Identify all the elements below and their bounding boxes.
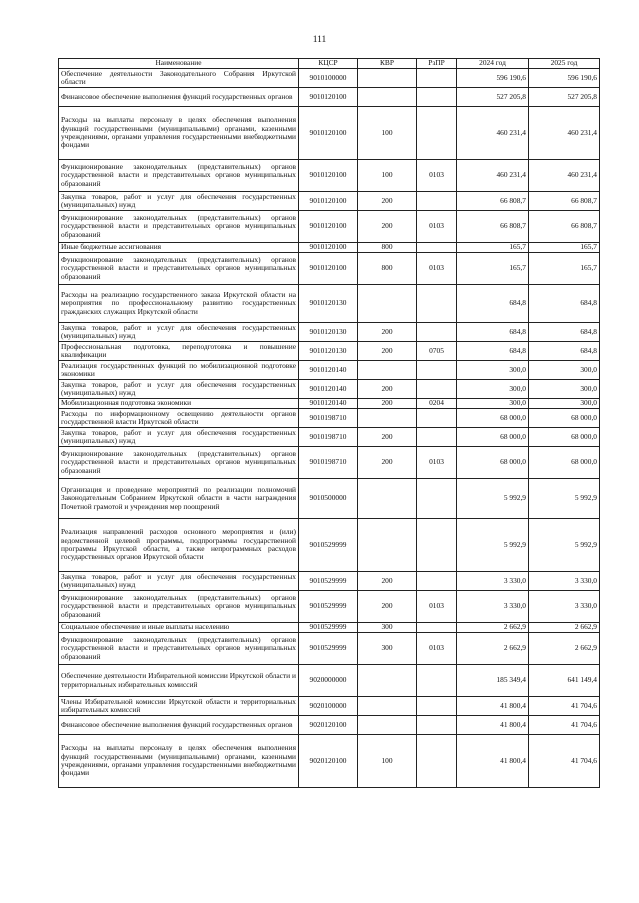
row-amount-2024: 68 000,0 xyxy=(457,428,529,447)
row-amount-2024: 3 330,0 xyxy=(457,591,529,623)
row-rzpr xyxy=(417,716,457,735)
table-row xyxy=(59,409,600,428)
row-amount-2025: 300,0 xyxy=(529,380,600,399)
row-amount-2025: 460 231,4 xyxy=(529,160,600,192)
row-rzpr xyxy=(417,479,457,519)
row-kcsr: 9010529999 xyxy=(299,519,358,572)
row-amount-2024: 684,8 xyxy=(457,342,529,361)
row-kvr: 200 xyxy=(358,342,417,361)
table-row xyxy=(59,243,600,253)
row-amount-2024: 2 662,9 xyxy=(457,633,529,665)
table-row xyxy=(59,342,600,361)
row-kcsr: 9010198710 xyxy=(299,409,358,428)
row-rzpr xyxy=(417,519,457,572)
row-name: Расходы на выплаты персоналу в целях обеспечения выполнения функций государственными (муниципальными) органами, казенными учреждениями, органами управления государственными внебюджетными фондами xyxy=(59,107,299,160)
row-name: Организация и проведение мероприятий по реализации полномочий Законодательным Собранием Иркутской области в части награждения Почетной грамотой и учреждения мер поощрений xyxy=(59,479,299,519)
row-name: Финансовое обеспечение выполнения функций государственных органов xyxy=(59,716,299,735)
row-rzpr: 0103 xyxy=(417,160,457,192)
row-amount-2024: 2 662,9 xyxy=(457,623,529,633)
table-body xyxy=(59,69,600,788)
row-kcsr: 9010529999 xyxy=(299,572,358,591)
table-row xyxy=(59,107,600,160)
row-amount-2024: 300,0 xyxy=(457,399,529,409)
row-kvr: 800 xyxy=(358,243,417,253)
row-rzpr xyxy=(417,409,457,428)
row-kvr xyxy=(358,519,417,572)
row-kcsr: 9010120100 xyxy=(299,88,358,107)
table-row xyxy=(59,572,600,591)
row-kcsr: 9010120130 xyxy=(299,323,358,342)
table-row xyxy=(59,192,600,211)
row-rzpr xyxy=(417,428,457,447)
column-header-2024: 2024 год xyxy=(457,59,529,69)
row-kvr: 200 xyxy=(358,380,417,399)
row-rzpr xyxy=(417,323,457,342)
row-kcsr: 9020100000 xyxy=(299,697,358,716)
row-name: Мобилизационная подготовка экономики xyxy=(59,399,299,409)
row-rzpr xyxy=(417,735,457,788)
row-name: Профессиональная подготовка, переподготовка и повышение квалификации xyxy=(59,342,299,361)
row-kcsr: 9020120100 xyxy=(299,735,358,788)
row-name: Функционирование законодательных (представительных) органов государственной власти и представительных органов муниципальных образований xyxy=(59,591,299,623)
table-row xyxy=(59,253,600,285)
row-rzpr xyxy=(417,285,457,323)
budget-table xyxy=(58,58,600,788)
row-amount-2025: 596 190,6 xyxy=(529,69,600,88)
row-amount-2025: 3 330,0 xyxy=(529,572,600,591)
row-name: Расходы на выплаты персоналу в целях обеспечения выполнения функций государственными (муниципальными) органами, казенными учреждениями, органами управления государственными внебюджетными фондами xyxy=(59,735,299,788)
row-amount-2024: 300,0 xyxy=(457,380,529,399)
row-kvr: 200 xyxy=(358,572,417,591)
row-name: Члены Избирательной комиссии Иркутской области и территориальных избирательных комиссий xyxy=(59,697,299,716)
row-rzpr xyxy=(417,192,457,211)
row-kcsr: 9010120100 xyxy=(299,192,358,211)
row-name: Функционирование законодательных (представительных) органов государственной власти и представительных органов муниципальных образований xyxy=(59,160,299,192)
row-rzpr: 0103 xyxy=(417,253,457,285)
row-rzpr xyxy=(417,572,457,591)
table-row xyxy=(59,361,600,380)
row-amount-2024: 5 992,9 xyxy=(457,479,529,519)
row-kcsr: 9010529999 xyxy=(299,623,358,633)
table-row xyxy=(59,623,600,633)
row-amount-2025: 41 704,6 xyxy=(529,697,600,716)
row-kvr: 200 xyxy=(358,323,417,342)
row-name: Иные бюджетные ассигнования xyxy=(59,243,299,253)
row-kvr: 800 xyxy=(358,253,417,285)
row-amount-2025: 3 330,0 xyxy=(529,591,600,623)
row-amount-2025: 2 662,9 xyxy=(529,623,600,633)
row-kcsr: 9010529999 xyxy=(299,633,358,665)
row-rzpr xyxy=(417,623,457,633)
row-amount-2025: 684,8 xyxy=(529,323,600,342)
row-name: Функционирование законодательных (представительных) органов государственной власти и представительных органов муниципальных образований xyxy=(59,633,299,665)
row-kvr: 200 xyxy=(358,447,417,479)
column-header-kcsr: КЦСР xyxy=(299,59,358,69)
row-kcsr: 9010198710 xyxy=(299,447,358,479)
row-rzpr: 0204 xyxy=(417,399,457,409)
row-amount-2024: 684,8 xyxy=(457,285,529,323)
row-kvr xyxy=(358,285,417,323)
row-kvr: 100 xyxy=(358,107,417,160)
row-amount-2024: 527 205,8 xyxy=(457,88,529,107)
table-row xyxy=(59,399,600,409)
table-row xyxy=(59,323,600,342)
row-rzpr: 0103 xyxy=(417,447,457,479)
table-row xyxy=(59,380,600,399)
row-amount-2024: 300,0 xyxy=(457,361,529,380)
row-amount-2025: 66 808,7 xyxy=(529,192,600,211)
row-kcsr: 9010198710 xyxy=(299,428,358,447)
row-kvr xyxy=(358,409,417,428)
row-kcsr: 9020120100 xyxy=(299,716,358,735)
column-header-name: Наименование xyxy=(59,59,299,69)
table-row xyxy=(59,697,600,716)
row-kvr xyxy=(358,88,417,107)
row-kcsr: 9020000000 xyxy=(299,665,358,697)
row-amount-2024: 68 000,0 xyxy=(457,409,529,428)
row-name: Функционирование законодательных (представительных) органов государственной власти и представительных органов муниципальных образований xyxy=(59,211,299,243)
row-name: Закупка товаров, работ и услуг для обеспечения государственных (муниципальных) нужд xyxy=(59,323,299,342)
row-name: Функционирование законодательных (представительных) органов государственной власти и представительных органов муниципальных образований xyxy=(59,447,299,479)
row-amount-2025: 684,8 xyxy=(529,342,600,361)
table-row xyxy=(59,69,600,88)
row-kvr xyxy=(358,69,417,88)
row-amount-2025: 641 149,4 xyxy=(529,665,600,697)
row-rzpr xyxy=(417,380,457,399)
row-rzpr xyxy=(417,697,457,716)
row-amount-2025: 165,7 xyxy=(529,253,600,285)
row-rzpr xyxy=(417,88,457,107)
row-name: Обеспечение деятельности Избирательной комиссии Иркутской области и территориальных избирательных комиссий xyxy=(59,665,299,697)
row-amount-2024: 460 231,4 xyxy=(457,160,529,192)
row-amount-2024: 41 800,4 xyxy=(457,735,529,788)
row-kvr: 200 xyxy=(358,399,417,409)
row-rzpr xyxy=(417,665,457,697)
row-name: Финансовое обеспечение выполнения функций государственных органов xyxy=(59,88,299,107)
row-name: Расходы на реализацию государственного заказа Иркутской области на мероприятия по профессиональному развитию государственных гражданских служащих Иркутской области xyxy=(59,285,299,323)
table-header-row xyxy=(59,59,600,69)
row-amount-2024: 165,7 xyxy=(457,243,529,253)
row-rzpr: 0103 xyxy=(417,211,457,243)
row-amount-2025: 300,0 xyxy=(529,361,600,380)
column-header-rzpr: РзПР xyxy=(417,59,457,69)
row-kcsr: 9010120130 xyxy=(299,342,358,361)
row-name: Функционирование законодательных (представительных) органов государственной власти и представительных органов муниципальных образований xyxy=(59,253,299,285)
table-row xyxy=(59,479,600,519)
row-amount-2024: 66 808,7 xyxy=(457,211,529,243)
row-amount-2025: 68 000,0 xyxy=(529,409,600,428)
row-kvr: 300 xyxy=(358,623,417,633)
row-name: Закупка товаров, работ и услуг для обеспечения государственных (муниципальных) нужд xyxy=(59,380,299,399)
row-amount-2025: 5 992,9 xyxy=(529,479,600,519)
row-kvr xyxy=(358,697,417,716)
row-kvr xyxy=(358,665,417,697)
row-kvr: 300 xyxy=(358,633,417,665)
row-name: Реализация направлений расходов основного мероприятия и (или) ведомственной целевой программы, подпрограммы государственной программы Иркутской области, а также непрограммных расходов государственных органов Иркутской области xyxy=(59,519,299,572)
row-kcsr: 9010120130 xyxy=(299,285,358,323)
row-amount-2024: 41 800,4 xyxy=(457,716,529,735)
row-kcsr: 9010100000 xyxy=(299,69,358,88)
table-row xyxy=(59,285,600,323)
row-amount-2024: 596 190,6 xyxy=(457,69,529,88)
row-kcsr: 9010120100 xyxy=(299,160,358,192)
table-row xyxy=(59,447,600,479)
row-amount-2025: 5 992,9 xyxy=(529,519,600,572)
row-kvr: 100 xyxy=(358,735,417,788)
row-amount-2025: 68 000,0 xyxy=(529,447,600,479)
row-amount-2025: 300,0 xyxy=(529,399,600,409)
row-kvr xyxy=(358,479,417,519)
row-name: Закупка товаров, работ и услуг для обеспечения государственных (муниципальных) нужд xyxy=(59,192,299,211)
row-kcsr: 9010120100 xyxy=(299,107,358,160)
table-row xyxy=(59,665,600,697)
table-row xyxy=(59,428,600,447)
row-kcsr: 9010120100 xyxy=(299,243,358,253)
row-kcsr: 9010500000 xyxy=(299,479,358,519)
page-number: 111 xyxy=(312,35,327,45)
row-amount-2024: 185 349,4 xyxy=(457,665,529,697)
table-row xyxy=(59,633,600,665)
row-kvr: 200 xyxy=(358,591,417,623)
row-kcsr: 9010120140 xyxy=(299,399,358,409)
row-rzpr: 0103 xyxy=(417,633,457,665)
row-rzpr xyxy=(417,243,457,253)
table-row xyxy=(59,211,600,243)
row-amount-2025: 68 000,0 xyxy=(529,428,600,447)
table-row xyxy=(59,88,600,107)
row-name: Реализация государственных функций по мобилизационной подготовке экономики xyxy=(59,361,299,380)
row-amount-2025: 684,8 xyxy=(529,285,600,323)
row-amount-2025: 2 662,9 xyxy=(529,633,600,665)
row-rzpr xyxy=(417,107,457,160)
row-amount-2024: 460 231,4 xyxy=(457,107,529,160)
row-kvr xyxy=(358,361,417,380)
table-row xyxy=(59,591,600,623)
column-header-kvr: КВР xyxy=(358,59,417,69)
row-amount-2025: 66 808,7 xyxy=(529,211,600,243)
row-amount-2024: 41 800,4 xyxy=(457,697,529,716)
row-amount-2024: 165,7 xyxy=(457,253,529,285)
row-amount-2024: 66 808,7 xyxy=(457,192,529,211)
row-kcsr: 9010529999 xyxy=(299,591,358,623)
row-amount-2024: 684,8 xyxy=(457,323,529,342)
row-kvr: 200 xyxy=(358,428,417,447)
row-kcsr: 9010120100 xyxy=(299,253,358,285)
table-row xyxy=(59,160,600,192)
row-amount-2024: 5 992,9 xyxy=(457,519,529,572)
table-row xyxy=(59,735,600,788)
row-amount-2025: 165,7 xyxy=(529,243,600,253)
row-name: Социальное обеспечение и иные выплаты населению xyxy=(59,623,299,633)
table-row xyxy=(59,716,600,735)
row-amount-2025: 527 205,8 xyxy=(529,88,600,107)
row-kcsr: 9010120140 xyxy=(299,380,358,399)
row-kcsr: 9010120140 xyxy=(299,361,358,380)
row-rzpr xyxy=(417,361,457,380)
row-rzpr: 0103 xyxy=(417,591,457,623)
row-name: Расходы по информационному освещению деятельности органов государственной власти Иркутской области xyxy=(59,409,299,428)
row-amount-2025: 41 704,6 xyxy=(529,735,600,788)
row-kcsr: 9010120100 xyxy=(299,211,358,243)
row-name: Закупка товаров, работ и услуг для обеспечения государственных (муниципальных) нужд xyxy=(59,572,299,591)
row-amount-2024: 3 330,0 xyxy=(457,572,529,591)
row-rzpr: 0705 xyxy=(417,342,457,361)
row-kvr xyxy=(358,716,417,735)
row-amount-2024: 68 000,0 xyxy=(457,447,529,479)
table-row xyxy=(59,519,600,572)
row-rzpr xyxy=(417,69,457,88)
row-kvr: 100 xyxy=(358,160,417,192)
row-name: Обеспечение деятельности Законодательного Собрания Иркутской области xyxy=(59,69,299,88)
row-kvr: 200 xyxy=(358,211,417,243)
row-name: Закупка товаров, работ и услуг для обеспечения государственных (муниципальных) нужд xyxy=(59,428,299,447)
column-header-2025: 2025 год xyxy=(529,59,600,69)
row-amount-2025: 460 231,4 xyxy=(529,107,600,160)
row-kvr: 200 xyxy=(358,192,417,211)
row-amount-2025: 41 704,6 xyxy=(529,716,600,735)
